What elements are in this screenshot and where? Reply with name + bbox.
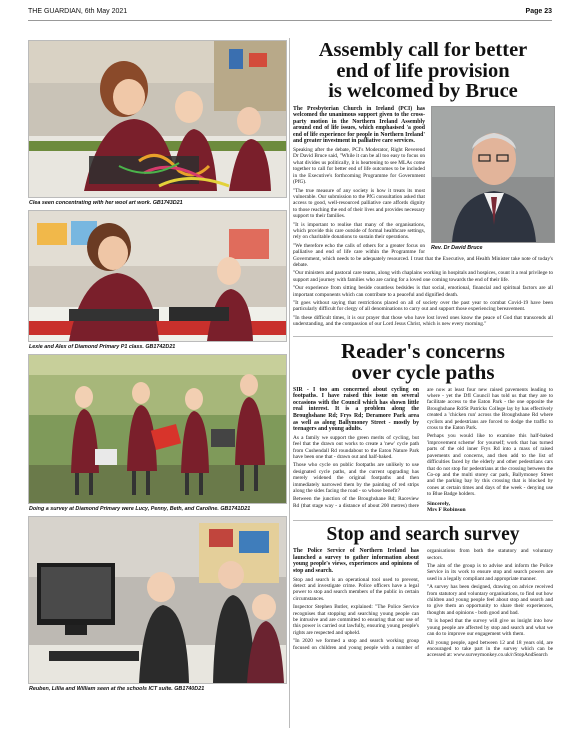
photo-caption: Lexie and Alex of Diamond Primary P1 class. GB1742D21 — [29, 344, 176, 350]
photo-column — [28, 40, 285, 696]
story-separator — [293, 520, 553, 521]
headline-cycle: Reader's concerns over cycle paths — [341, 338, 505, 384]
story-cycle-paths — [293, 338, 553, 514]
story-separator — [293, 336, 553, 337]
headline-assembly: Assembly call for better end of life provision is welcomed by Bruce — [318, 39, 528, 102]
photo-p1-class — [28, 210, 287, 342]
photo-caption: Doing a survey at Diamond Primary were Lucy, Penny, Beth, and Caroline. GB1741D21 — [29, 506, 251, 512]
letter-signature: Sincerely, Mrs F Robinson — [427, 500, 466, 514]
photo-survey — [28, 354, 287, 504]
photo-caption: Clea seen concentrating with her wool art work. GB1743D21 — [29, 200, 183, 206]
photo-ict-suite — [28, 516, 287, 684]
article-body: The Police Service of Northern Ireland has launched a survey to gather information about young people's views, experiences and opinions of stop and search. Stop and search is an operational tool used to prevent, detect and investigate crime. Police officers have a legal power to stop and search members of the public in certain circumstances. Inspector Stephen Butler, explained: "The Police Service recognises that stopping and searching young people can be intrusive and are committed to ensuring that our use of this power is carried out lawfully, ensuring young people's rights are respected and upheld. "In 2020 we formed a stop and search working group focused on children and young people with a number of organisations from both the statutory and voluntary sectors. The aim of the group is to advise and inform the Police Service in its work to ensure stop and search powers are used in a legally compliant and appropriate manner. "A survey has been designed, drawing on advice received from statutory and voluntary organisations, to find out how children and young people feel about stop and search and to give them an opportunity to share their experiences, thoughts and opinions - both good and bad. "It is hoped that the survey will give us insight into how young people are affected by stop and search and what we can do to improve our engagement with them. All young people, aged between 12 and 18 years old, are encouraged to take part in the survey which can be accessed at: www.surveymonkey.co.uk/r/StopAndSearch — [293, 548, 553, 659]
story-stop-search — [293, 525, 553, 659]
photo-wool-art — [28, 40, 287, 198]
page-number: Page 23 — [525, 8, 552, 15]
photo-caption: Rev. Dr David Bruce — [431, 244, 483, 251]
bruce-portrait — [431, 106, 555, 243]
letter-body: SIR - I too am concerned about cycling on footpaths. I have raised this issue on several occasions with the Council which has shown little real interest. It is a problem along the Broughshane Rd; Frys Rd; Deramore Park area as well as along Ballymoney Street - mostly by teenagers and young adults. As a family we support the green merits of cycling, but feel that the drawn out works to create a 'new' cycle path from Cushendall Rd roundabout to the Eaton Nature Park have been one that - drawn out and half-baked. Those who cycle on public footpaths are unlikely to use designated cycle paths, and the current upgrading has merely widened the original footpaths and then immediately narrowed them by the painting of red strips along the sides facing the road - so whose benefit? Between the junction of the Broughshane Rd; Raceview Rd (that stage way - a distance of about 200 metres) there are now at least four new raised pavements leading to where - yet the DfI Council has told us that they are to facilitate access to the Eaton Park - the one opposite the Broughshane Rd/St Patricks College lay by has effectively created a 'chicken run' across the Broughshane Rd where cyclists and pedestrians are forced to dodge the traffic to cross to the Eaton Park. Perhaps you would like to examine this half-baked 'improvement scheme' for yourself; work that has turned parts of the old inner Frys Rd into a mass of raised pavements and concerns, and then add to the list of difficulties faced by the elderly and other pedestrians cars that do not stop for pedestrians at the crossing between the Co-op and the multi storey car park, Ballymoney Street and the parking bay by this crossing that is blocked by cones at certain times and days of the week - denying use to Blue Badge holders. Sincerely, Mrs F Robinson — [293, 386, 553, 514]
photo-caption: Reuben, Lillia and William seen at the schools ICT suite. GB1740D21 — [29, 686, 205, 692]
headline-stop-search: Stop and search survey — [326, 523, 520, 545]
column-divider — [289, 38, 290, 728]
stories-column — [293, 38, 553, 659]
publication-date: THE GUARDIAN, 6th May 2021 — [28, 8, 128, 15]
story-assembly — [293, 40, 553, 330]
bruce-photo-block — [431, 106, 553, 253]
page-header — [28, 6, 552, 21]
article-body: The Presbyterian Church in Ireland (PCI) has welcomed the unanimous support given to the cross-party motion in the Northern Ireland Assembly around end of life issues, which emphasised 'a good end of life experience for people in Northern Ireland' and greater investment in palliative care services. Speaking after the debate, PCI's Moderator, Right Reverend Dr David Bruce said, "While it can be all too easy to focus on what divides us politically, it is heartening to see MLAs come together to call for better end of life outcomes to be included in the Executive's forthcoming Programme for Government (PfG). "The true measure of any society is how it treats its most vulnerable. Our submission to the PfG consultation asked that access to good, well-resourced palliative care affords dignity to those reaching the end of their lives and provides necessary support to their families. "It is important to realise that many of the organisations, which provide this care outside of formal healthcare settings, rely on charitable donations to sustain their operations. "We therefore echo the calls of others for a greater focus on palliative and end of life care within the Programme for Government, which needs to be adequately resourced. I trust that the Executive, and Health Minister take note of today's debate. "Our ministers and pastoral care teams, along with chaplains working in hospitals and hospices, count it a real privilege to support and journey with families who are caring for a loved one coming towards the end of their life. "Our experience from sitting beside countless bedsides is that social, emotional, financial and spiritual factors are all important components which can contribute to a peaceful and dignified death. "It goes without saying that restrictions placed on all of society over the past year to combat Covid-19 have been particularly difficult for clergy of all denominations to carry out and support those experiencing bereavement. "In these difficult times, it is our prayer that those who have lost loved ones know the peace of God that transcends all understanding, and the compassion of our Lord Jesus Christ, which is new every morning." — [293, 105, 553, 328]
